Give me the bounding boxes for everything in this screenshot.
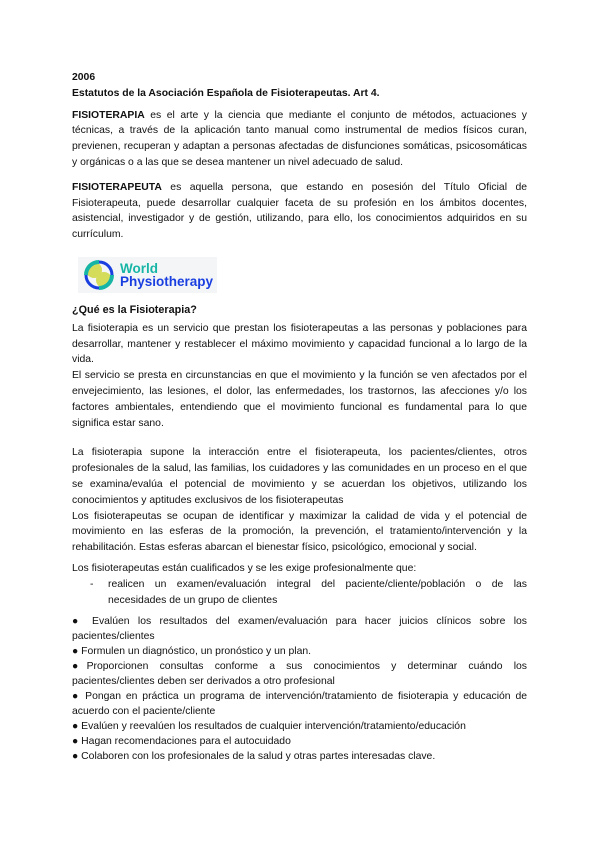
logo-mark-icon bbox=[82, 258, 116, 292]
bullet-item: ● Hagan recomendaciones para el autocuidado bbox=[72, 736, 291, 748]
dash-marker: - bbox=[90, 578, 94, 590]
year: 2006 bbox=[72, 72, 96, 83]
world-physiotherapy-logo bbox=[78, 257, 217, 293]
definition-text: es el arte y la ciencia que mediante el conjunto de métodos, actuaciones y técnicas, a través de la aplicación tanto manual como instrumental de medios físicos curan, previenen, recuperan y adaptan a personas afectadas de disfunciones somáticas, psicosomáticas y orgánicas o a las que se desea mantener un nivel adecuado de salud. bbox=[72, 109, 527, 168]
bullet-item: ●Proporcionen consultas conforme a sus conocimientos y determinar cuándo los pacientes/clientes deben ser derivados a otro profesional bbox=[72, 661, 527, 688]
bullet-item: ● Formulen un diagnóstico, un pronóstico y un plan. bbox=[72, 646, 312, 658]
definition-fisioterapeuta bbox=[72, 180, 527, 243]
paragraph: Los fisioterapeutas se ocupan de identificar y maximizar la calidad de vida y el potencial de movimiento en las esferas de la promoción, la prevención, el tratamiento/intervención y la rehabilitación. Estas esferas abarcan el bienestar físico, psicológico, emocional y social. bbox=[72, 510, 527, 554]
term: FISIOTERAPIA bbox=[72, 109, 145, 121]
paragraph: El servicio se presta en circunstancias en que el movimiento y la función se ven afectados por el envejecimiento, las lesiones, el dolor, las enfermedades, los trastornos, las afecciones y/o los factores ambientales, entendiendo que el movimiento funcional es fundamental para lo que significa estar sano. bbox=[72, 370, 527, 429]
logo-line1: World bbox=[120, 260, 158, 276]
definition-fisioterapia bbox=[72, 108, 527, 171]
dash-item-text: realicen un examen/evaluación integral del paciente/cliente/población o de las necesidades de un grupo de clientes bbox=[108, 578, 527, 606]
document-page bbox=[72, 70, 527, 764]
logo-line2: Physiotherapy bbox=[120, 273, 214, 289]
paragraph: La fisioterapia es un servicio que prestan los fisioterapeutas a las personas y poblaciones para desarrollar, mantener y restablecer el máximo movimiento y capacidad funcional a lo largo de la vida. bbox=[72, 322, 527, 366]
section-heading: ¿Qué es la Fisioterapia? bbox=[72, 303, 197, 316]
bullet-item: ● Colaboren con los profesionales de la salud y otras partes interesadas clave. bbox=[72, 751, 436, 763]
bullet-item: ● Evalúen y reevalúen los resultados de cualquier intervención/tratamiento/educación bbox=[72, 721, 466, 733]
paragraph: La fisioterapia supone la interacción entre el fisioterapeuta, los pacientes/clientes, otros profesionales de la salud, las familias, los cuidadores y las comunidades en un proceso en el que se examina/evalúa el potencial de movimiento y se acuerdan los objetivos, utilizando los conocimientos y aptitudes exclusivos de los fisioterapeutas bbox=[72, 447, 527, 506]
definition-text: es aquella persona, que estando en posesión del Título Oficial de Fisioterapeuta, puede desarrollar cualquier faceta de su profesión en los ámbitos docentes, asistencial, investigador y de gestión, utilizando, para ello, los conocimientos adquiridos en su currículum. bbox=[72, 181, 527, 241]
term: FISIOTERAPEUTA bbox=[72, 181, 162, 193]
bullet-item: ● Pongan en práctica un programa de intervención/tratamiento de fisioterapia y educación de acuerdo con el paciente/cliente bbox=[72, 691, 527, 718]
paragraph: Los fisioterapeutas están cualificados y se les exige profesionalmente que: bbox=[72, 562, 417, 574]
bullet-list bbox=[72, 614, 527, 764]
bullet-item: ● Evalúen los resultados del examen/evaluación para hacer juicios clínicos sobre los pacientes/clientes bbox=[72, 616, 527, 643]
document-title: Estatutos de la Asociación Española de Fisioterapeutas. Art 4. bbox=[72, 87, 380, 99]
dash-list-item bbox=[72, 577, 527, 609]
